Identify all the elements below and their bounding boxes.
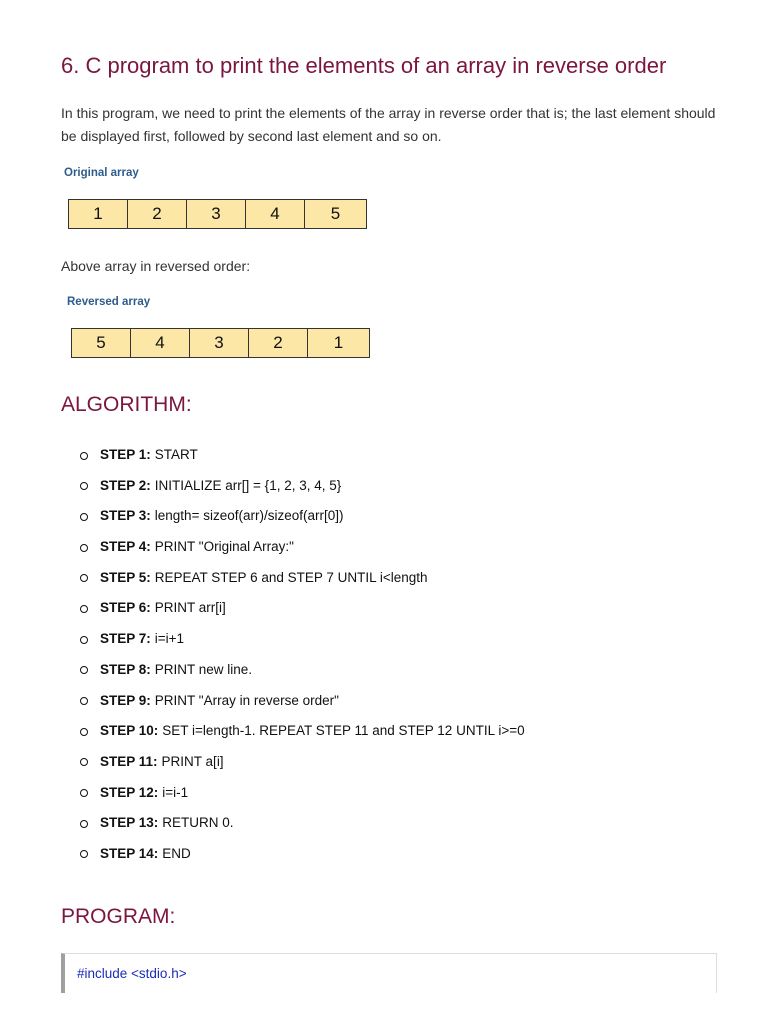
program-heading: PROGRAM: [61,905,176,928]
step-text: INITIALIZE arr[] = {1, 2, 3, 4, 5} [154,477,342,493]
intro-paragraph: In this program, we need to print the elements of the array in reverse order that is; the last element should be displayed first, followed by second last element and so on. [61,105,716,144]
list-item [80,660,525,691]
list-item [80,445,525,476]
reversed-array-table [71,328,370,358]
step-text: i=i+1 [154,631,185,647]
step-label: STEP 6: [100,600,151,616]
reversed-intro-text: Above array in reversed order: [61,258,251,274]
bullet-icon [80,513,88,521]
original-array-caption: Original array [64,167,139,179]
step-text: PRINT arr[i] [154,600,226,616]
array-cell: 2 [249,329,308,357]
list-item [80,783,525,814]
step-text: PRINT a[i] [161,753,224,769]
list-item [80,506,525,537]
reversed-array-caption: Reversed array [67,296,151,308]
code-block [61,953,717,993]
bullet-icon [80,758,88,766]
array-cell: 2 [128,200,187,228]
step-label: STEP 2: [100,477,151,493]
array-cell: 4 [131,329,190,357]
bullet-icon [80,636,88,644]
bullet-icon [80,850,88,858]
step-label: STEP 9: [100,692,151,708]
step-text: START [154,447,198,462]
array-cell: 3 [190,329,249,357]
bullet-icon [80,789,88,797]
array-cell: 3 [187,200,246,228]
bullet-icon [80,574,88,582]
step-label: STEP 14: [100,845,159,861]
step-text: RETURN 0. [162,815,234,831]
array-cell: 4 [246,200,305,228]
list-item [80,568,525,599]
bullet-icon [80,544,88,552]
step-label: STEP 7: [100,631,151,647]
step-label: STEP 10: [100,723,159,739]
list-item [80,629,525,660]
page-title: 6. C program to print the elements of an array in reverse order [61,53,667,78]
step-text: SET i=length-1. REPEAT STEP 11 and STEP 12 UNTIL i>=0 [162,723,525,739]
array-cell: 1 [69,200,128,228]
list-item [80,813,525,844]
bullet-icon [80,452,88,460]
array-cell: 5 [72,329,131,357]
original-array-table [68,199,367,229]
list-item [80,476,525,507]
bullet-icon [80,666,88,674]
step-label: STEP 3: [100,508,151,524]
bullet-icon [80,697,88,705]
list-item [80,691,525,722]
bullet-icon [80,605,88,613]
step-text: REPEAT STEP 6 and STEP 7 UNTIL i<length [154,569,428,585]
code-line: #include <stdio.h> [77,966,187,981]
algorithm-heading: ALGORITHM: [61,393,192,416]
list-item [80,752,525,783]
step-text: length= sizeof(arr)/sizeof(arr[0]) [154,508,344,524]
step-text: i=i-1 [162,784,189,800]
step-label: STEP 13: [100,815,159,831]
array-cell: 5 [330,204,341,223]
step-text: PRINT "Array in reverse order" [154,692,339,708]
list-item [80,598,525,629]
list-item [80,721,525,752]
algorithm-steps-list [80,445,525,875]
step-label: STEP 5: [100,569,151,585]
list-item [80,844,525,875]
step-text: END [162,845,191,861]
list-item [80,537,525,568]
step-text: PRINT new line. [154,661,253,677]
array-cell: 1 [333,333,344,352]
bullet-icon [80,482,88,490]
bullet-icon [80,728,88,736]
step-label: STEP 11: [100,753,158,769]
step-text: PRINT "Original Array:" [154,539,294,555]
step-label: STEP 8: [100,661,151,677]
step-label: STEP 1: [100,447,151,462]
bullet-icon [80,820,88,828]
step-label: STEP 12: [100,784,159,800]
step-label: STEP 4: [100,539,151,555]
